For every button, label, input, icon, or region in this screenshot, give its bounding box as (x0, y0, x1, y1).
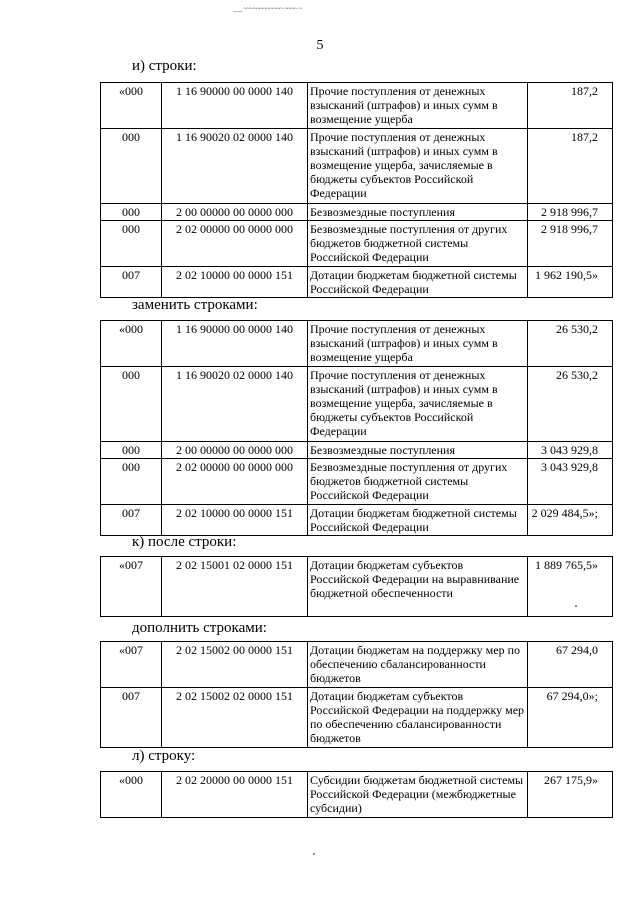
row-code: «000 (101, 321, 162, 367)
table-section-add (100, 641, 613, 748)
row-code: 000 (101, 458, 162, 504)
table-row (101, 441, 613, 458)
row-name: Дотации бюджетам бюджетной системы Российской Федерации (308, 266, 528, 297)
row-name: Дотации бюджетам бюджетной системы Российской Федерации (308, 504, 528, 535)
row-code: 007 (101, 504, 162, 535)
row-value: 67 294,0»; (528, 687, 613, 747)
row-value: 187,2 (528, 83, 613, 129)
row-kbk: 2 00 00000 00 0000 000 (162, 203, 308, 220)
row-name: Дотации бюджетам субъектов Российской Федерации на поддержку мер по обеспечению сбалансированности бюджетов (308, 687, 528, 747)
table-row (101, 220, 613, 266)
row-value: 267 175,9» (528, 772, 613, 818)
table-row (101, 203, 613, 220)
table-row (101, 504, 613, 535)
section-label-i: и) строки: (132, 58, 197, 74)
row-code: 000 (101, 220, 162, 266)
row-code: «007 (101, 642, 162, 688)
row-kbk: 1 16 90020 02 0000 140 (162, 366, 308, 441)
section-label-replace: заменить строками: (132, 297, 258, 313)
row-code: 007 (101, 266, 162, 297)
row-value: 1 889 765,5» (528, 557, 613, 617)
row-code: «000 (101, 772, 162, 818)
table-row (101, 128, 613, 203)
table-section-l (100, 771, 613, 818)
row-name: Безвозмездные поступления от других бюджетов бюджетной системы Российской Федерации (308, 458, 528, 504)
table-row (101, 321, 613, 367)
scan-header-mark: ___ ~~~~~~~~~~~~ ~~~~ ~ (233, 5, 302, 13)
section-label-k: к) после строки: (132, 534, 237, 550)
table-section-k (100, 556, 613, 617)
section-label-add: дополнить строками: (132, 620, 267, 636)
table-row (101, 366, 613, 441)
row-kbk: 1 16 90020 02 0000 140 (162, 128, 308, 203)
table-row (101, 458, 613, 504)
table-section-replace (100, 320, 613, 536)
row-kbk: 2 02 15001 02 0000 151 (162, 557, 308, 617)
row-name: Дотации бюджетам на поддержку мер по обеспечению сбалансированности бюджетов (308, 642, 528, 688)
row-name: Безвозмездные поступления (308, 441, 528, 458)
row-code: «007 (101, 557, 162, 617)
row-kbk: 2 02 00000 00 0000 000 (162, 458, 308, 504)
table-row (101, 266, 613, 297)
row-value: 67 294,0 (528, 642, 613, 688)
table-row (101, 772, 613, 818)
row-kbk: 2 02 15002 00 0000 151 (162, 642, 308, 688)
row-code: 000 (101, 441, 162, 458)
row-value: 1 962 190,5» (528, 266, 613, 297)
row-kbk: 1 16 90000 00 0000 140 (162, 83, 308, 129)
row-name: Прочие поступления от денежных взысканий (штрафов) и иных сумм в возмещение ущерба (308, 321, 528, 367)
row-value: 3 043 929,8 (528, 458, 613, 504)
row-name: Дотации бюджетам субъектов Российской Федерации на выравнивание бюджетной обеспеченности (308, 557, 528, 617)
page-number: 5 (316, 38, 324, 53)
row-code: 000 (101, 203, 162, 220)
row-name: Безвозмездные поступления (308, 203, 528, 220)
row-kbk: 1 16 90000 00 0000 140 (162, 321, 308, 367)
row-value: 2 918 996,7 (528, 203, 613, 220)
row-kbk: 2 02 15002 02 0000 151 (162, 687, 308, 747)
row-name: Прочие поступления от денежных взысканий (штрафов) и иных сумм в возмещение ущерба (308, 83, 528, 129)
row-kbk: 2 02 10000 00 0000 151 (162, 504, 308, 535)
row-value: 2 918 996,7 (528, 220, 613, 266)
row-value: 26 530,2 (528, 366, 613, 441)
row-code: 007 (101, 687, 162, 747)
row-code: 000 (101, 128, 162, 203)
section-label-l: л) строку: (132, 748, 196, 764)
table-row (101, 687, 613, 747)
row-value: 3 043 929,8 (528, 441, 613, 458)
row-name: Прочие поступления от денежных взысканий (штрафов) и иных сумм в возмещение ущерба, зачисляемые в бюджеты субъектов Российской Федерации (308, 366, 528, 441)
row-code: 000 (101, 366, 162, 441)
row-name: Безвозмездные поступления от других бюджетов бюджетной системы Российской Федерации (308, 220, 528, 266)
scan-speck (313, 853, 315, 855)
table-row (101, 83, 613, 129)
table-row (101, 642, 613, 688)
row-code: «000 (101, 83, 162, 129)
table-section-i (100, 82, 613, 298)
row-kbk: 2 00 00000 00 0000 000 (162, 441, 308, 458)
scan-speck (575, 605, 577, 607)
row-value: 187,2 (528, 128, 613, 203)
row-value: 26 530,2 (528, 321, 613, 367)
row-kbk: 2 02 10000 00 0000 151 (162, 266, 308, 297)
row-kbk: 2 02 00000 00 0000 000 (162, 220, 308, 266)
row-name: Субсидии бюджетам бюджетной системы Российской Федерации (межбюджетные субсидии) (308, 772, 528, 818)
row-kbk: 2 02 20000 00 0000 151 (162, 772, 308, 818)
row-name: Прочие поступления от денежных взысканий (штрафов) и иных сумм в возмещение ущерба, зачисляемые в бюджеты субъектов Российской Федерации (308, 128, 528, 203)
row-value: 2 029 484,5»; (528, 504, 613, 535)
table-row (101, 557, 613, 617)
